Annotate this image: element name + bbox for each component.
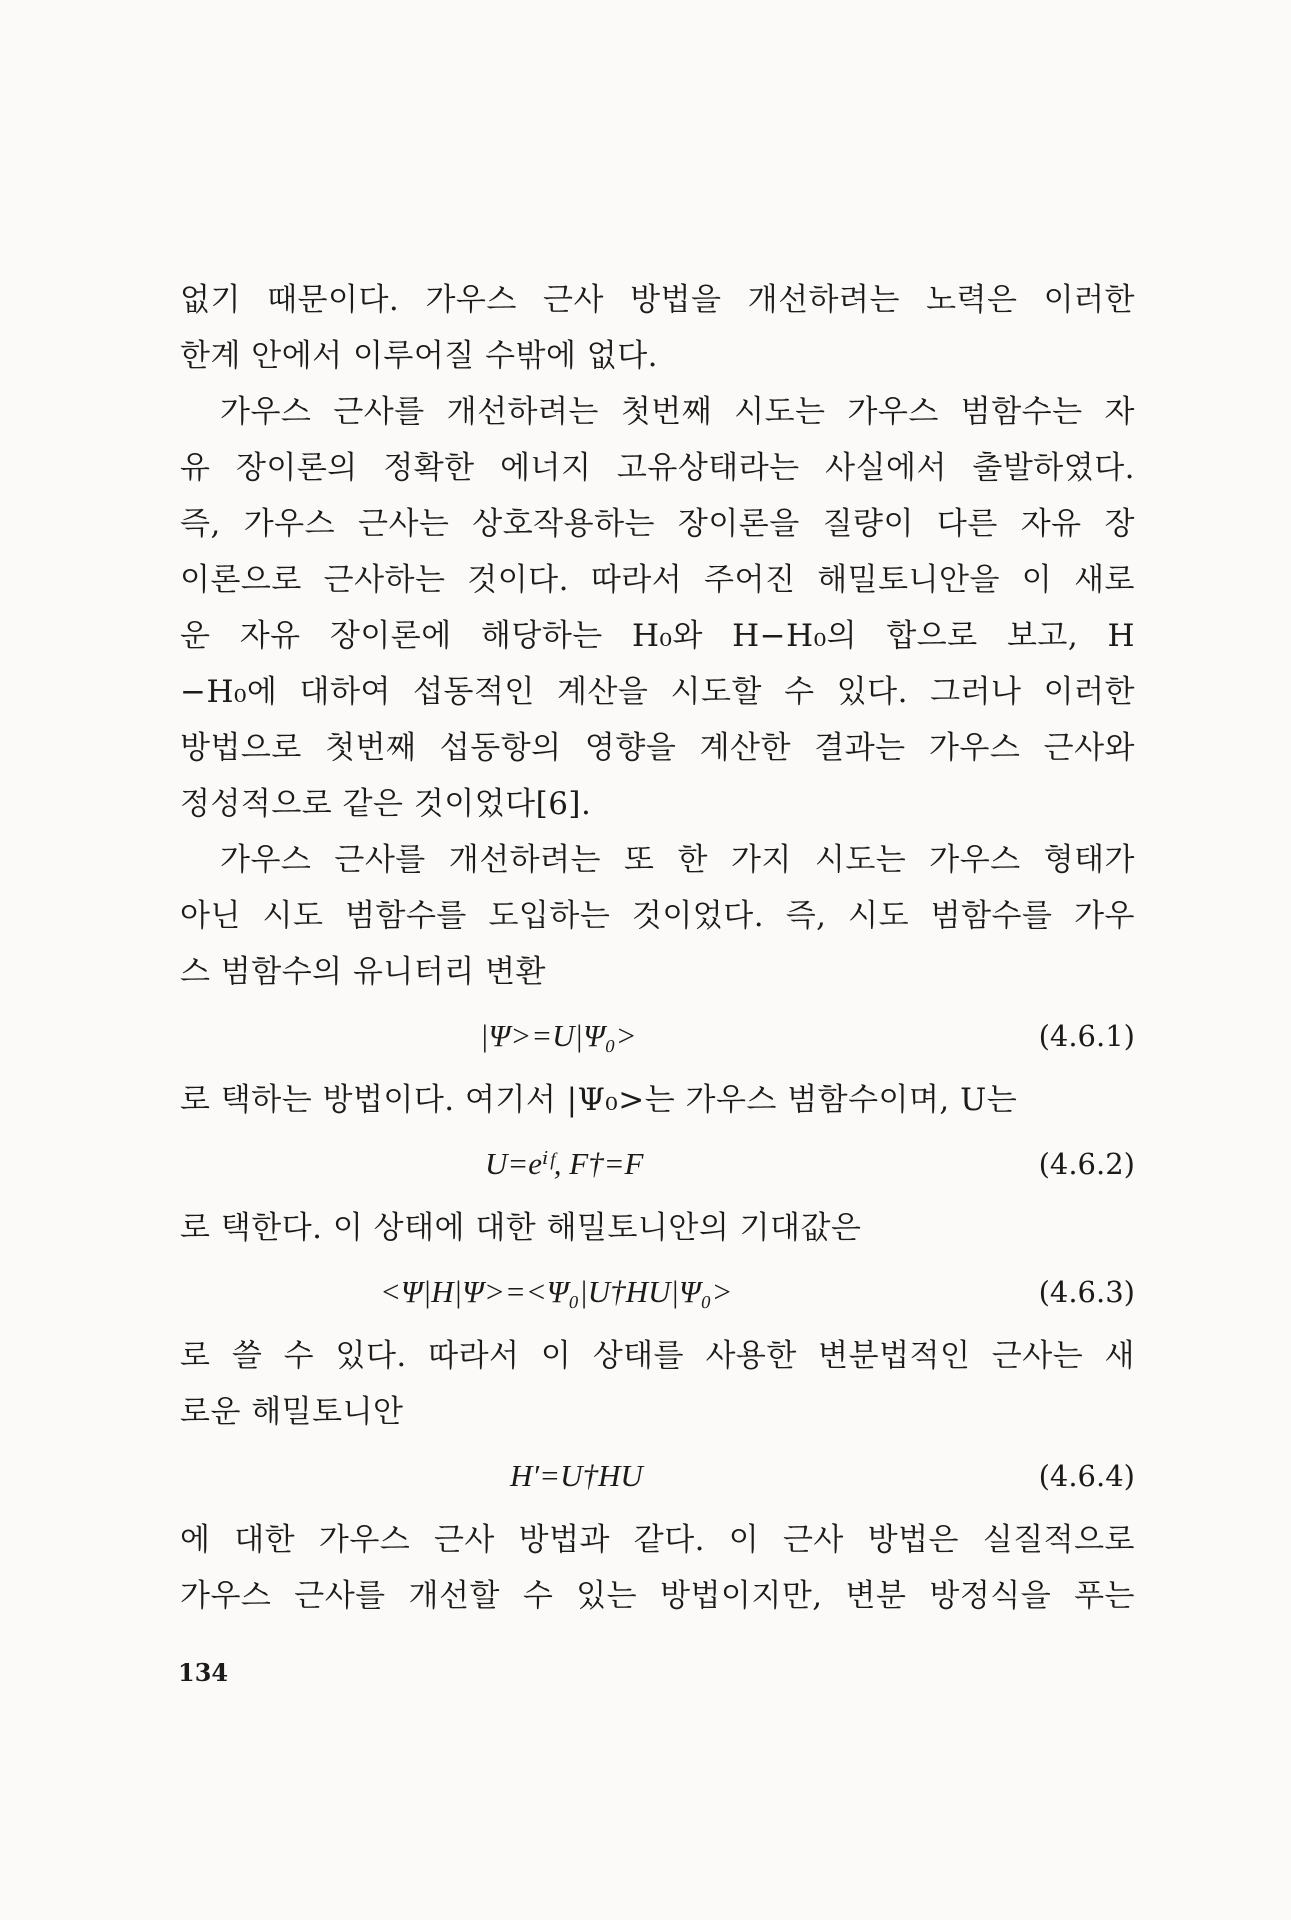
text-line: 가우스 근사를 개선하려는 또 한 가지 시도는 가우스 형태가 [220, 842, 1135, 878]
text-line: −H₀에 대하여 섭동적인 계산을 시도할 수 있다. 그러나 이러한 [180, 674, 1135, 710]
text-line: 에 대한 가우스 근사 방법과 같다. 이 근사 방법은 실질적으로 [180, 1522, 1135, 1558]
equation-row [180, 1000, 1135, 1072]
equation-number: (4.6.4) [1038, 1459, 1135, 1493]
text-line: 가우스 근사를 개선하려는 첫번째 시도는 가우스 범함수는 자 [220, 394, 1135, 430]
text-line: 정성적으로 같은 것이었다[6]. [180, 786, 592, 822]
text-line: 방법으로 첫번째 섭동항의 영향을 계산한 결과는 가우스 근사와 [180, 730, 1135, 766]
equation-number: (4.6.2) [1038, 1147, 1135, 1181]
text-line: 로 쓸 수 있다. 따라서 이 상태를 사용한 변분법적인 근사는 새 [180, 1338, 1135, 1374]
text-line: 운 자유 장이론에 해당하는 H₀와 H−H₀의 합으로 보고, H [180, 618, 1135, 654]
text-line: 스 범함수의 유니터리 변환 [180, 954, 546, 990]
equation: |Ψ>=U|Ψ₀> [480, 1018, 637, 1053]
equation-number: (4.6.1) [1038, 1019, 1135, 1053]
equation-row [180, 1440, 1135, 1512]
page-number: 134 [178, 1658, 229, 1687]
text-line: 없기 때문이다. 가우스 근사 방법을 개선하려는 노력은 이러한 [180, 282, 1135, 318]
body-text [180, 272, 1135, 1624]
text-line: 가우스 근사를 개선할 수 있는 방법이지만, 변분 방정식을 푸는 [180, 1578, 1135, 1614]
equation-row [180, 1128, 1135, 1200]
text-line: 유 장이론의 정확한 에너지 고유상태라는 사실에서 출발하였다. [180, 450, 1135, 486]
text-line: 이론으로 근사하는 것이다. 따라서 주어진 해밀토니안을 이 새로 [180, 562, 1135, 598]
equation: U=eⁱᶠ, F†=F [485, 1146, 644, 1181]
text-line: 한계 안에서 이루어질 수밖에 없다. [180, 338, 659, 374]
text-line: 로운 해밀토니안 [180, 1394, 404, 1430]
text-line: 로 택하는 방법이다. 여기서 |Ψ₀>는 가우스 범함수이며, U는 [180, 1082, 1018, 1118]
text-line: 로 택한다. 이 상태에 대한 해밀토니안의 기대값은 [180, 1210, 862, 1246]
equation-number: (4.6.3) [1038, 1275, 1135, 1309]
equation-row [180, 1256, 1135, 1328]
equation: <Ψ|H|Ψ>=<Ψ₀|U†HU|Ψ₀> [380, 1274, 733, 1309]
text-line: 아닌 시도 범함수를 도입하는 것이었다. 즉, 시도 범함수를 가우 [180, 898, 1135, 934]
text-line: 즉, 가우스 근사는 상호작용하는 장이론을 질량이 다른 자유 장 [180, 506, 1135, 542]
equation: H′=U†HU [510, 1458, 643, 1493]
